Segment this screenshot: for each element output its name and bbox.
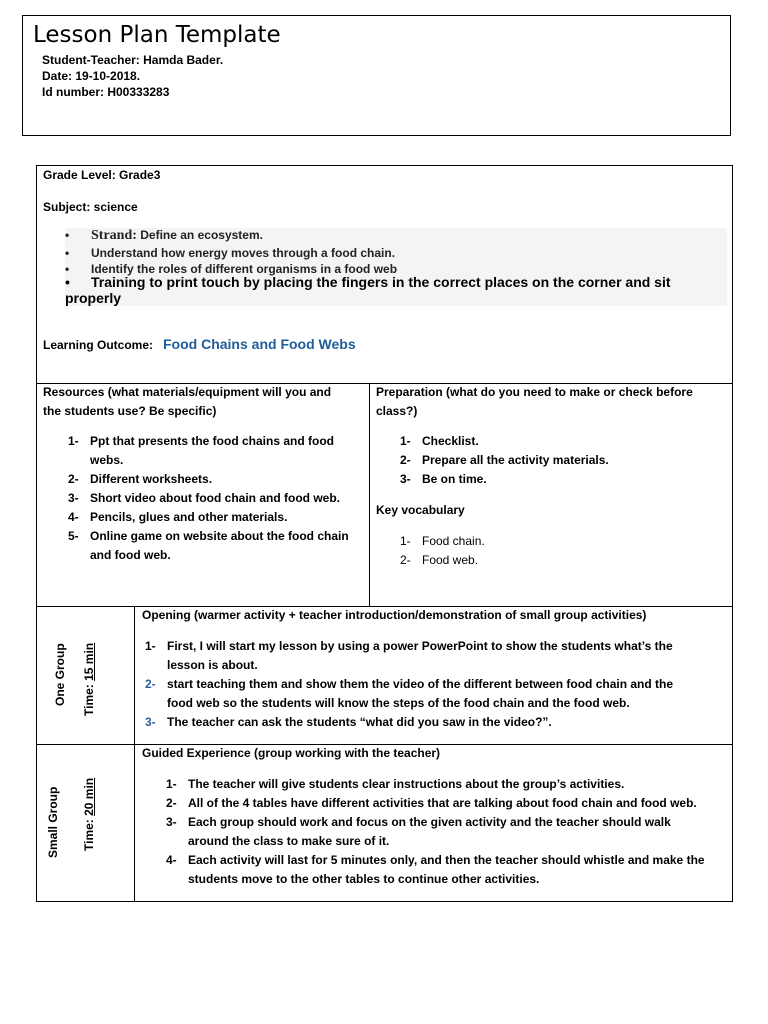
resource-item: 1- Ppt that presents the food chains and food webs. <box>68 434 335 467</box>
preparation-item: 3- Be on time. <box>400 472 487 486</box>
one-group-label: One Group <box>53 643 67 706</box>
opening-item: 2- start teaching them and show them the video of the different between food chain and the food web so the students will know the steps of the food chain and the food web. <box>145 677 674 710</box>
opening-heading: Opening (warmer activity + teacher introduction/demonstration of small group activities) <box>142 608 647 622</box>
subject: Subject: science <box>43 200 138 214</box>
opening-time: Time: 15 min <box>82 642 96 716</box>
strand-item-3: • Identify the roles of different organisms in a food web <box>65 262 398 276</box>
row-divider <box>37 383 732 384</box>
student-teacher: Student-Teacher: Hamda Bader. <box>42 53 224 67</box>
opening-item: 3- The teacher can ask the students “what did you saw in the video?”. <box>145 715 552 729</box>
resource-item: 4- Pencils, glues and other materials. <box>68 510 288 524</box>
guided-time: Time: 20 min <box>82 777 96 851</box>
guided-item: 4- Each activity will last for 5 minutes only, and then the teacher should whistle and make the students move to the other tables to continue other activities. <box>166 853 705 886</box>
resource-item: 3- Short video about food chain and food web. <box>68 491 340 505</box>
preparation-item: 1- Checklist. <box>400 434 479 448</box>
strand-item-4-cont: properly <box>65 290 122 306</box>
learning-outcome-value: Food Chains and Food Webs <box>163 336 356 352</box>
opening-item: 1- First, I will start my lesson by using a power PowerPoint to show the students what’s the lesson is about. <box>145 639 673 672</box>
row-divider <box>37 744 732 745</box>
resource-item: 5- Online game on website about the food chain and food web. <box>68 529 349 562</box>
preparation-item: 2- Prepare all the activity materials. <box>400 453 609 467</box>
key-vocabulary-heading: Key vocabulary <box>376 503 465 517</box>
header-box <box>22 15 731 136</box>
preparation-heading-cont: class?) <box>376 404 418 418</box>
grade-level: Grade Level: Grade3 <box>43 168 161 182</box>
document-title: Lesson Plan Template <box>33 22 281 48</box>
id-number: Id number: H00333283 <box>42 85 170 99</box>
resources-heading: Resources (what materials/equipment will you and <box>43 385 332 399</box>
guided-heading: Guided Experience (group working with the teacher) <box>142 746 441 760</box>
date: Date: 19-10-2018. <box>42 69 141 83</box>
column-divider <box>369 383 370 606</box>
row-divider <box>37 606 732 607</box>
preparation-heading: Preparation (what do you need to make or check before <box>376 385 693 399</box>
guided-item: 1- The teacher will give students clear instructions about the group’s activities. <box>166 777 625 791</box>
column-divider <box>134 606 135 902</box>
strand-item-4: • Training to print touch by placing the fingers in the correct places on the corner and sit <box>65 274 671 290</box>
vocabulary-item: 2- Food web. <box>400 553 479 567</box>
learning-outcome-label: Learning Outcome: <box>43 338 154 352</box>
guided-item: 2- All of the 4 tables have different activities that are talking about food chain and food web. <box>166 796 697 810</box>
resource-item: 2- Different worksheets. <box>68 472 213 486</box>
strand-item-2: • Understand how energy moves through a food chain. <box>65 246 396 260</box>
strand-item-1: • Strand: Define an ecosystem. <box>65 228 263 243</box>
small-group-label: Small Group <box>46 786 60 858</box>
guided-item: 3- Each group should work and focus on the given activity and the teacher should walk around the class to make sure of it. <box>166 815 671 848</box>
vocabulary-item: 1- Food chain. <box>400 534 485 548</box>
resources-heading-cont: the students use? Be specific) <box>43 404 217 418</box>
lesson-plan-table <box>36 165 733 902</box>
